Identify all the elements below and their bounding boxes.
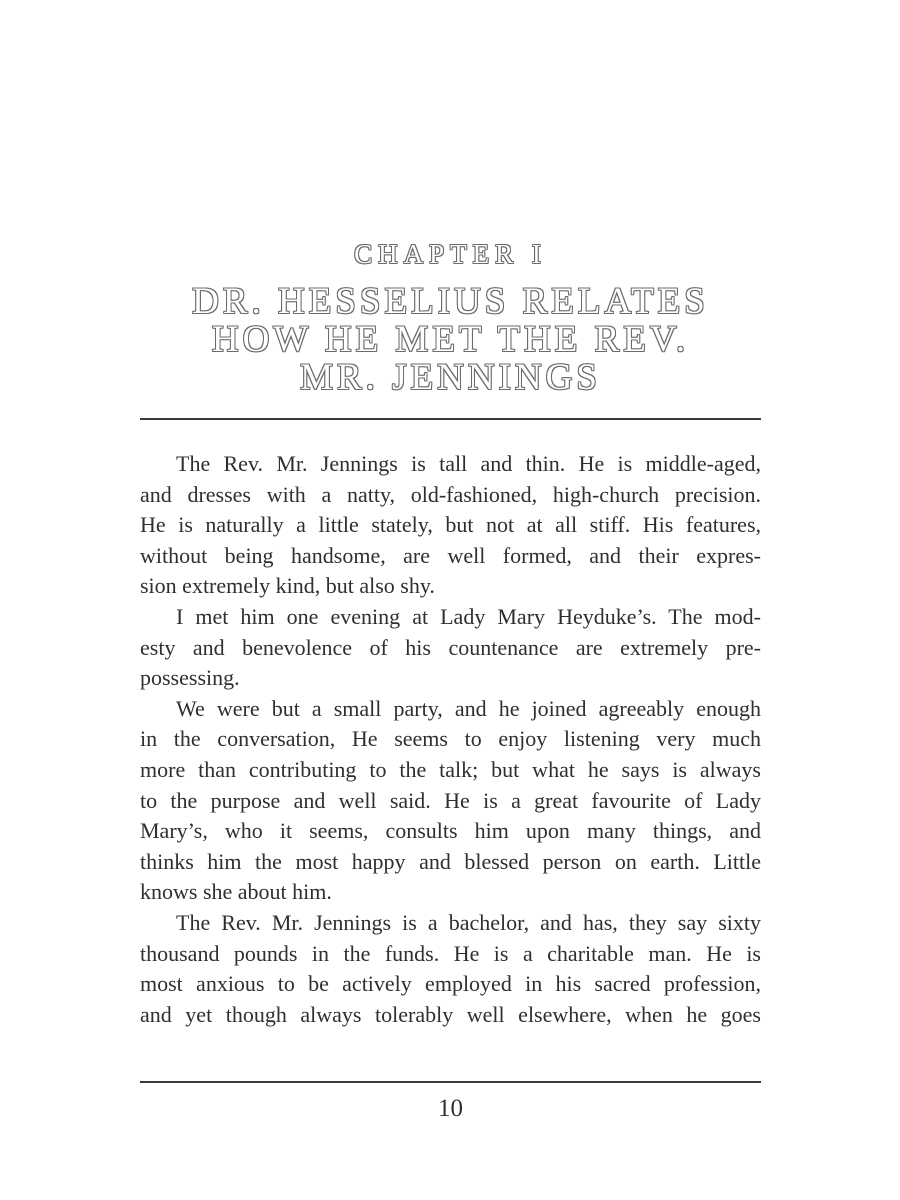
text-line: most anxious to be actively employed in his sacred profession,: [140, 971, 761, 997]
body-text: [140, 449, 761, 1030]
chapter-title-line: HOW HE MET THE REV.: [211, 319, 690, 360]
page-number: 10: [438, 1095, 463, 1122]
text-line: knows she about him.: [140, 879, 332, 905]
text-line: more than contributing to the talk; but what he says is always: [140, 756, 761, 782]
chapter-title-line: DR. HESSELIUS RELATES: [192, 281, 709, 322]
text-line: thinks him the most happy and blessed person on earth. Little: [140, 848, 761, 874]
paragraph: [140, 602, 761, 694]
text-line: possessing.: [140, 665, 240, 691]
text-line: in the conversation, He seems to enjoy listening very much: [140, 726, 761, 752]
chapter-title: [140, 283, 761, 397]
text-line: He is naturally a little stately, but not at all stiff. His features,: [140, 512, 761, 538]
paragraph: [140, 908, 761, 1030]
heading-divider-rule: [140, 418, 761, 420]
text-line: The Rev. Mr. Jennings is a bachelor, and has, they say sixty: [176, 909, 761, 935]
text-line: sion extremely kind, but also shy.: [140, 573, 435, 599]
text-line: and yet though always tolerably well elsewhere, when he goes: [140, 1001, 761, 1027]
text-line: The Rev. Mr. Jennings is tall and thin. He is middle-aged,: [176, 451, 761, 476]
chapter-kicker: CHAPTER I: [354, 239, 547, 269]
text-line: without being handsome, are well formed, and their expres-: [140, 542, 761, 568]
paragraph: [140, 449, 761, 602]
text-line: esty and benevolence of his countenance are extremely pre-: [140, 634, 761, 660]
paragraph: [140, 694, 761, 908]
footer-divider-rule: [140, 1081, 761, 1083]
text-line: We were but a small party, and he joined agreeably enough: [176, 695, 761, 721]
text-line: I met him one evening at Lady Mary Heyduke’s. The mod-: [176, 603, 761, 629]
text-line: to the purpose and well said. He is a great favourite of Lady: [140, 787, 761, 813]
text-line: Mary’s, who it seems, consults him upon many things, and: [140, 818, 761, 844]
chapter-title-line: MR. JENNINGS: [300, 357, 601, 398]
text-line: thousand pounds in the funds. He is a charitable man. He is: [140, 940, 761, 966]
text-line: and dresses with a natty, old-fashioned, high-church precision.: [140, 481, 761, 507]
